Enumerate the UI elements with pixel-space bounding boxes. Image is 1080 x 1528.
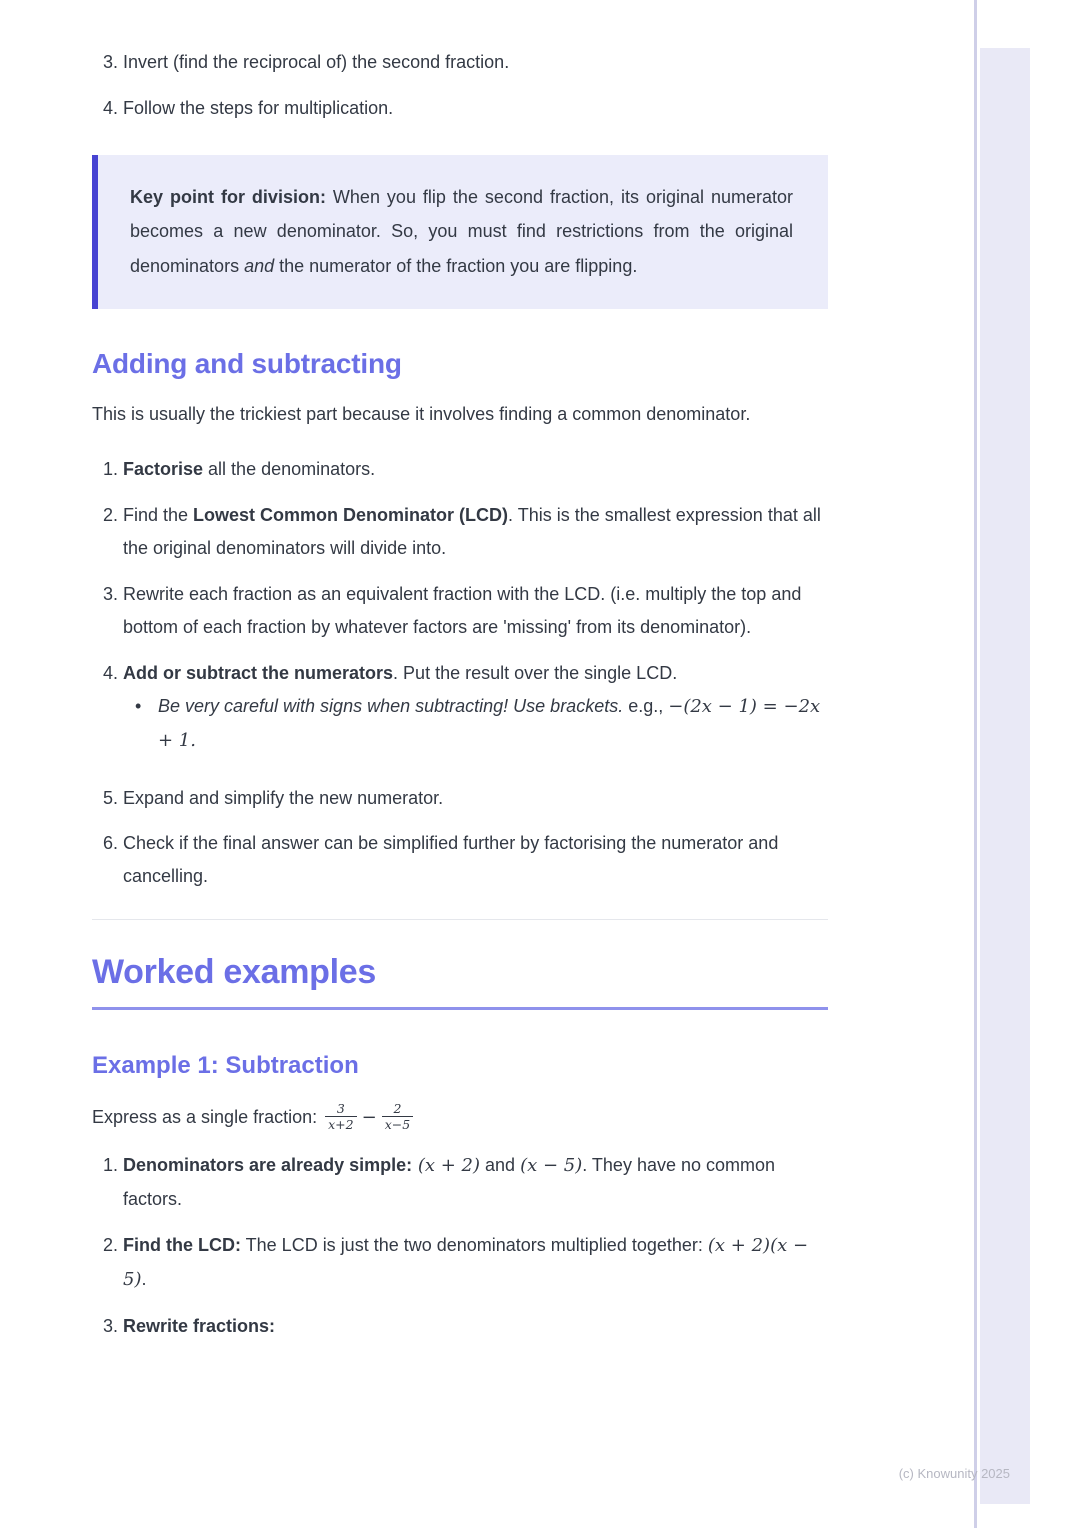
fraction-numerator: 3 bbox=[336, 1100, 345, 1116]
list-text: Check if the final answer can be simplified further by factorising the numerator and cancelling. bbox=[123, 833, 779, 887]
list-number: 1. bbox=[103, 459, 119, 480]
sub-note-signs bbox=[123, 690, 828, 758]
step-factorise bbox=[92, 453, 828, 486]
section-divider bbox=[92, 919, 828, 920]
document-content bbox=[92, 46, 828, 1356]
list-item-follow-steps bbox=[92, 92, 828, 125]
step-add-subtract-numerators bbox=[92, 657, 828, 782]
list-number: 2. bbox=[103, 504, 119, 525]
text-run: Find the bbox=[123, 504, 194, 525]
text-run: all the denominators. bbox=[203, 459, 376, 480]
section-heading-adding-subtracting: Adding and subtracting bbox=[92, 347, 402, 379]
key-point-callout bbox=[92, 155, 828, 309]
scrollbar[interactable] bbox=[980, 48, 1030, 1504]
step-find-lcd bbox=[92, 499, 828, 565]
text-run: . bbox=[141, 1268, 147, 1289]
copyright-watermark: (c) Knowunity 2025 bbox=[898, 1466, 1010, 1481]
step-rewrite-fractions bbox=[92, 578, 828, 644]
text-run: . They have no common factors. bbox=[123, 1154, 776, 1209]
callout-text bbox=[130, 180, 793, 284]
fraction-second bbox=[382, 1101, 413, 1132]
list-number: 6. bbox=[103, 833, 119, 854]
list-number: 5. bbox=[103, 787, 119, 808]
sub-note-text bbox=[158, 690, 828, 758]
step-check-simplify bbox=[92, 827, 828, 893]
minus-operator: − bbox=[361, 1106, 377, 1128]
bullet-icon: • bbox=[135, 695, 142, 716]
list-text: Follow the steps for multiplication. bbox=[123, 97, 394, 118]
italic-run: Be very careful with signs when subtracting! Use brackets. bbox=[158, 695, 624, 716]
example-heading-subtraction: Example 1: Subtraction bbox=[92, 1052, 359, 1080]
list-number: 4. bbox=[103, 97, 119, 118]
section-intro: This is usually the trickiest part because it involves finding a common denominator. bbox=[92, 404, 751, 425]
text-run: . This is the smallest expression that all the original denominators will divide into. bbox=[123, 504, 821, 558]
list-text: Invert (find the reciprocal of) the second fraction. bbox=[123, 52, 510, 72]
list-text bbox=[123, 1149, 828, 1216]
text-run: Express as a single fraction: bbox=[92, 1106, 323, 1127]
callout-lead-bold: Key point for division: bbox=[130, 186, 326, 207]
list-text: Rewrite each fraction as an equivalent fraction with the LCD. (i.e. multiply the top and bottom of each fraction by whatever factors are 'missing' from its denominator). bbox=[123, 583, 802, 637]
expression-paragraph bbox=[92, 1101, 828, 1135]
text-run: e.g., bbox=[623, 695, 669, 716]
bold-run: Add or subtract the numerators bbox=[123, 662, 394, 683]
list-number: 1. bbox=[103, 1154, 119, 1175]
bold-run: Lowest Common Denominator (LCD) bbox=[193, 504, 509, 525]
step-expand-simplify bbox=[92, 782, 828, 815]
math-run: (x + 2) bbox=[412, 1154, 481, 1176]
list-item-invert bbox=[92, 46, 828, 79]
list-text: Expand and simplify the new numerator. bbox=[123, 787, 444, 808]
list-number: 3. bbox=[103, 1315, 119, 1336]
page-heading-worked-examples: Worked examples bbox=[92, 952, 828, 1010]
fraction-denominator: x+2 bbox=[325, 1116, 356, 1132]
list-text bbox=[123, 499, 828, 565]
fraction-denominator: x−5 bbox=[382, 1116, 413, 1132]
fraction-first bbox=[325, 1101, 356, 1132]
list-text bbox=[123, 1229, 828, 1297]
math-run: (x − 5) bbox=[520, 1154, 583, 1176]
list-text bbox=[123, 657, 828, 782]
example-step-denominators bbox=[92, 1149, 828, 1216]
text-run: and bbox=[480, 1154, 521, 1175]
list-number: 3. bbox=[103, 52, 119, 72]
text-run: The LCD is just the two denominators multiplied together: bbox=[240, 1234, 708, 1255]
math-run: (x + 2)(x − 5) bbox=[123, 1234, 809, 1290]
list-text bbox=[123, 453, 828, 486]
callout-body-b: the numerator of the fraction you are flipping. bbox=[274, 255, 638, 276]
bold-run: Denominators are already simple: bbox=[123, 1154, 413, 1175]
math-run: −(2x − 1) = −2x + 1. bbox=[158, 695, 821, 751]
list-number: 2. bbox=[103, 1234, 119, 1255]
callout-body-a: When you flip the second fraction, its original numerator becomes a new denominator. So, you must find restrictions from the original denominators bbox=[130, 186, 793, 276]
bold-run: Factorise bbox=[123, 459, 204, 480]
example-step-rewrite bbox=[92, 1310, 828, 1343]
example-step-find-lcd bbox=[92, 1229, 828, 1297]
bold-run: Rewrite fractions: bbox=[123, 1315, 276, 1336]
bold-run: Find the LCD: bbox=[123, 1234, 241, 1255]
callout-emphasis: and bbox=[244, 255, 275, 276]
list-number: 4. bbox=[103, 662, 119, 683]
page-edge-line bbox=[974, 0, 977, 1528]
text-run: . Put the result over the single LCD. bbox=[393, 662, 678, 683]
list-number: 3. bbox=[103, 583, 119, 604]
list-text bbox=[123, 1310, 828, 1343]
fraction-numerator: 2 bbox=[393, 1100, 402, 1116]
